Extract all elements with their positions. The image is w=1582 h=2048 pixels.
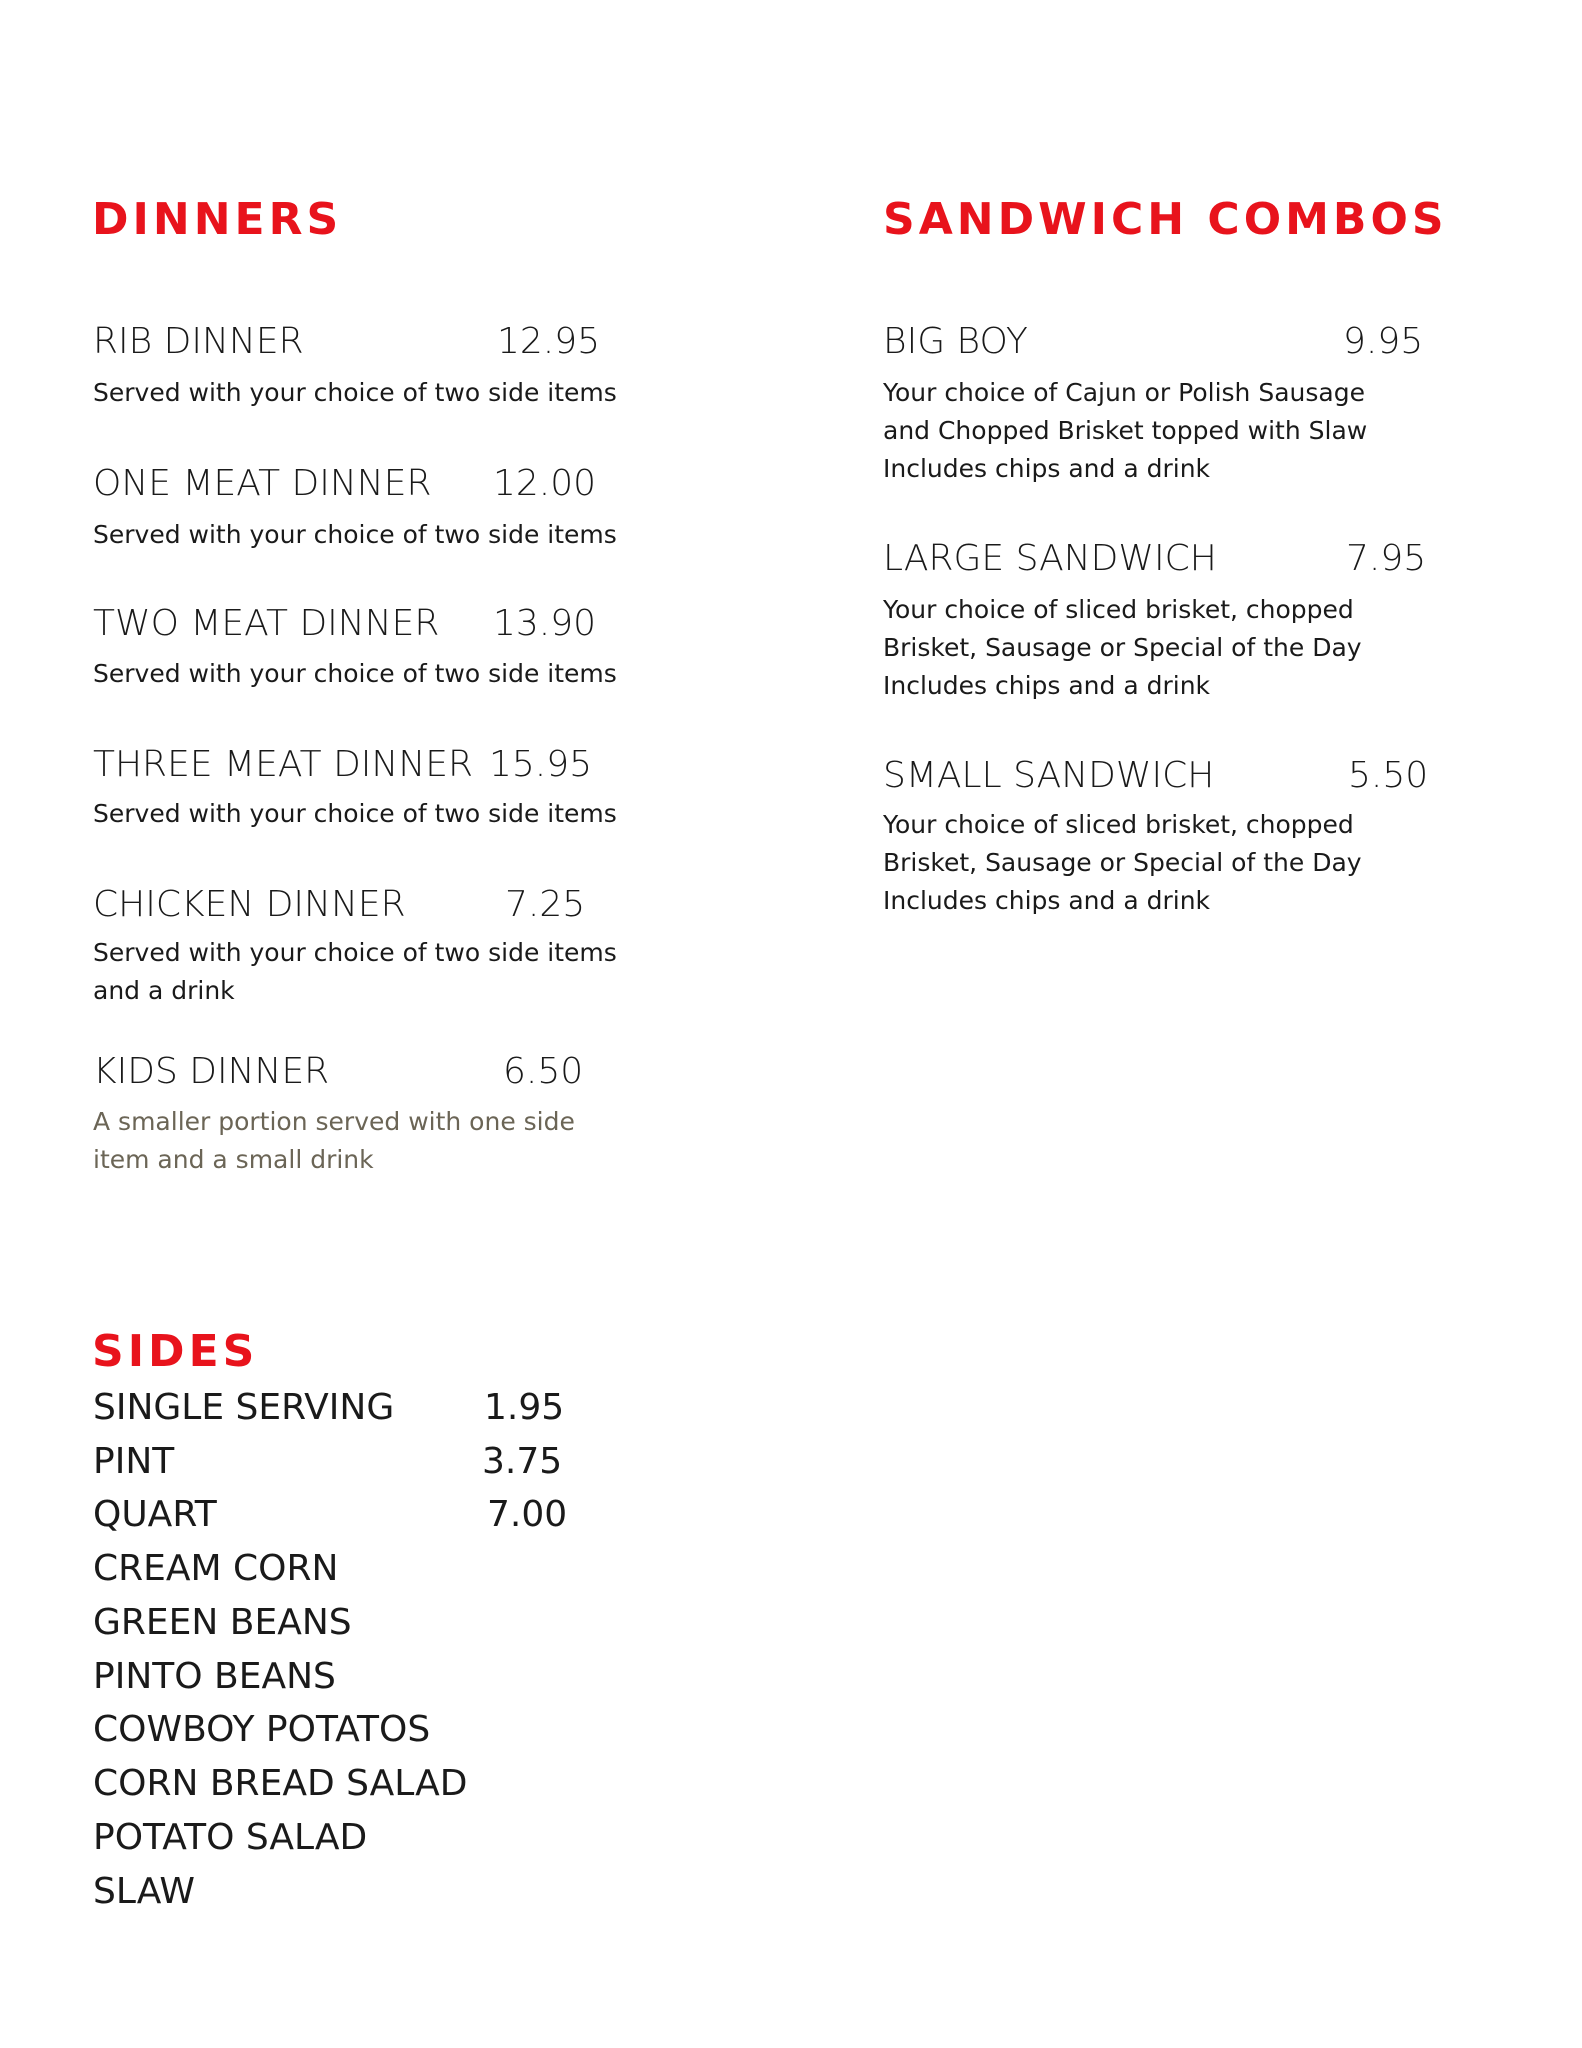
side-size-name: PINT — [93, 1441, 175, 1482]
side-size-price: 7.00 — [487, 1494, 568, 1535]
menu-item-price: 15.95 — [489, 744, 593, 785]
menu-item-price: 12.95 — [497, 321, 601, 362]
side-item: POTATO SALAD — [93, 1817, 368, 1858]
menu-item-name: KIDS DINNER — [93, 1051, 330, 1092]
side-item: CORN BREAD SALAD — [93, 1763, 468, 1804]
side-item: GREEN BEANS — [93, 1602, 352, 1643]
menu-item-name: ONE MEAT DINNER — [93, 463, 432, 504]
menu-item-name: SMALL SANDWICH — [883, 755, 1215, 796]
menu-item-description: Served with your choice of two side items — [93, 378, 617, 407]
sides-heading: SIDES — [92, 1326, 259, 1377]
side-size-price: 3.75 — [482, 1441, 563, 1482]
menu-item-price: 13.90 — [493, 603, 597, 644]
menu-item-name: LARGE SANDWICH — [883, 538, 1217, 579]
side-item: SLAW — [93, 1871, 195, 1912]
menu-item-name: TWO MEAT DINNER — [93, 603, 440, 644]
menu-item-name: THREE MEAT DINNER — [93, 744, 474, 785]
menu-item-description: Your choice of sliced brisket, chopped Brisket, Sausage or Special of the Day Includes chips and a drink — [883, 595, 1362, 700]
menu-item-price: 9.95 — [1343, 321, 1424, 362]
menu-item-name: CHICKEN DINNER — [93, 884, 406, 925]
menu-item-description: Your choice of Cajun or Polish Sausage and Chopped Brisket topped with Slaw Includes chips and a drink — [883, 378, 1368, 483]
side-item: PINTO BEANS — [93, 1656, 336, 1697]
menu-item-description: Served with your choice of two side items — [93, 799, 617, 828]
dinners-heading: DINNERS — [92, 194, 343, 245]
menu-item-description: Your choice of sliced brisket, chopped Brisket, Sausage or Special of the Day Includes chips and a drink — [883, 810, 1362, 915]
menu-item-description: Served with your choice of two side items — [93, 659, 617, 688]
menu-item-price: 5.50 — [1348, 755, 1429, 796]
menu-item-price: 6.50 — [503, 1051, 584, 1092]
menu-item-description: Served with your choice of two side items — [93, 520, 617, 549]
side-size-price: 1.95 — [484, 1387, 565, 1428]
side-size-name: SINGLE SERVING — [93, 1387, 395, 1428]
menu-item-name: BIG BOY — [883, 321, 1028, 362]
menu-item-name: RIB DINNER — [93, 321, 304, 362]
side-item: COWBOY POTATOS — [93, 1709, 431, 1750]
menu-item-price: 7.25 — [505, 884, 586, 925]
menu-item-description: A smaller portion served with one side item and a small drink — [93, 1107, 575, 1174]
menu-item-price: 12.00 — [493, 463, 597, 504]
side-item: CREAM CORN — [93, 1548, 339, 1589]
side-size-name: QUART — [93, 1494, 217, 1535]
sandwich-combos-heading: SANDWICH COMBOS — [883, 194, 1448, 245]
menu-item-description: Served with your choice of two side items and a drink — [93, 938, 617, 1005]
menu-item-price: 7.95 — [1346, 538, 1427, 579]
